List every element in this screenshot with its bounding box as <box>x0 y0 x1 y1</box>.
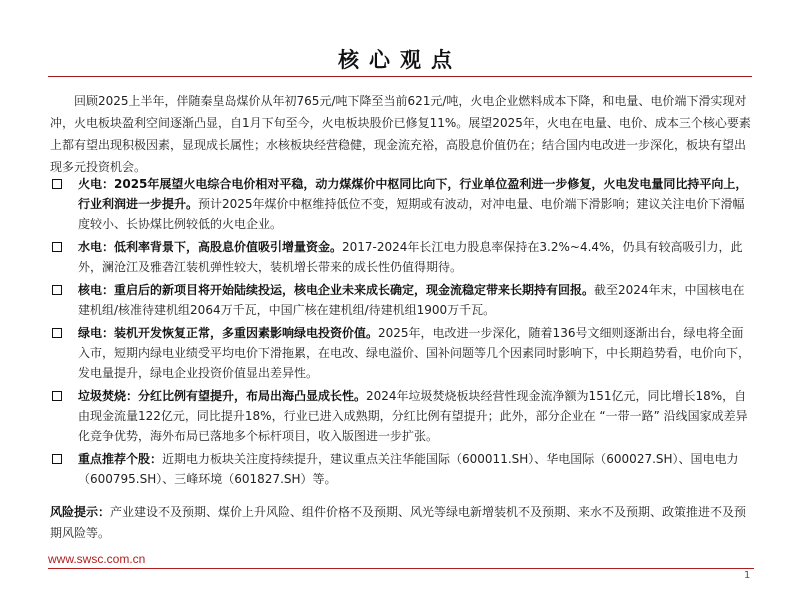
checkbox-bullet-icon <box>52 242 62 252</box>
point-heading: 火电：2025年展望火电综合电价相对平稳，动力煤煤价中枢同比向下，行业单位盈利进一步修复，火电发电量同比持平向上，行业利润进一步提升。 <box>78 177 748 211</box>
point-body: 预计2025年煤价中枢维持低位不变，短期或有波动，对冲电量、电价端下滑影响；建议关注电价下滑幅度较小、长协煤比例较低的火电企业。 <box>78 197 745 231</box>
checkbox-bullet-icon <box>52 285 62 295</box>
key-points-list <box>48 174 754 492</box>
point-hydro-power <box>48 237 754 277</box>
point-heading: 水电：低利率背景下，高股息价值吸引增量资金。 <box>78 240 343 254</box>
checkbox-bullet-icon <box>52 328 62 338</box>
point-thermal-power <box>48 174 754 234</box>
checkbox-bullet-icon <box>52 454 62 464</box>
point-heading: 核电：重启后的新项目将开始陆续投运，核电企业未来成长确定，现金流稳定带来长期持有回报。 <box>78 283 595 297</box>
page-title: 核心观点 <box>338 47 462 72</box>
point-heading: 垃圾焚烧：分红比例有望提升，布局出海凸显成长性。 <box>78 389 367 403</box>
intro-paragraph: 回顾2025上半年，伴随秦皇岛煤价从年初765元/吨下降至当前621元/吨，火电企业燃料成本下降，和电量、电价端下滑实现对冲，火电板块盈利空间逐渐凸显，自1月下旬至今，火电板块股价已修复11%。展望2025年，火电在电量、电价、成本三个核心要素上都有望出现积极因素，显现成长属性；水核板块经营稳健，现金流充裕，高股息价值仍在；结合国内电改进一步深化，板块有望出现多元投资机会。 <box>50 94 751 174</box>
risk-text: 产业建设不及预期、煤价上升风险、组件价格不及预期、风光等绿电新增装机不及预期、来水不及预期、政策推进不及预期风险等。 <box>50 505 747 540</box>
point-body: 2025年，电改进一步深化，随着136号文细则逐渐出台，绿电将全面入市，短期内绿电业绩受平均电价下滑拖累，在电改、绿电溢价、国补问题等几个因素同时影响下，中长期趋势看，电价向下，发电量提升，绿电企业投资价值显出差异性。 <box>78 326 751 380</box>
point-recommended-stocks <box>48 449 754 489</box>
footer-website-link[interactable]: www.swsc.com.cn <box>48 552 146 566</box>
footer-divider <box>48 568 754 569</box>
checkbox-bullet-icon <box>52 391 62 401</box>
page-number: 1 <box>744 570 751 581</box>
point-body: 近期电力板块关注度持续提升，建议重点关注华能国际（600011.SH）、华电国际（600027.SH）、国电电力（600795.SH）、三峰环境（601827.SH）等。 <box>78 452 739 486</box>
point-nuclear-power <box>48 280 754 320</box>
point-heading: 绿电：装机开发恢复正常，多重因素影响绿电投资价值。 <box>78 326 379 340</box>
point-body: 2024年垃圾焚烧板块经营性现金流净额为151亿元，同比增长18%，自由现金流量122亿元，同比提升18%，行业已进入成熟期，分红比例有望提升；此外，部分企业在 “一带一路” 沿线国家成差异化竞争优势，海外布局已落地多个标杆项目，收入版图进一步扩张。 <box>78 389 748 443</box>
point-heading: 重点推荐个股： <box>78 452 163 466</box>
checkbox-bullet-icon <box>52 179 62 189</box>
point-body: 截至2024年末，中国核电在建机组/核准待建机组2064万千瓦，中国广核在建机组/待建机组1900万千瓦。 <box>78 283 745 317</box>
point-body: 2017-2024年长江电力股息率保持在3.2%~4.4%，仍具有较高吸引力，此外，澜沧江及雅砻江装机弹性较大，装机增长带来的成长性仍值得期待。 <box>78 240 743 274</box>
risk-label: 风险提示： <box>50 505 111 519</box>
risk-warning <box>50 502 752 544</box>
point-green-power <box>48 323 754 383</box>
title-divider <box>48 76 752 77</box>
point-waste-incineration <box>48 386 754 446</box>
